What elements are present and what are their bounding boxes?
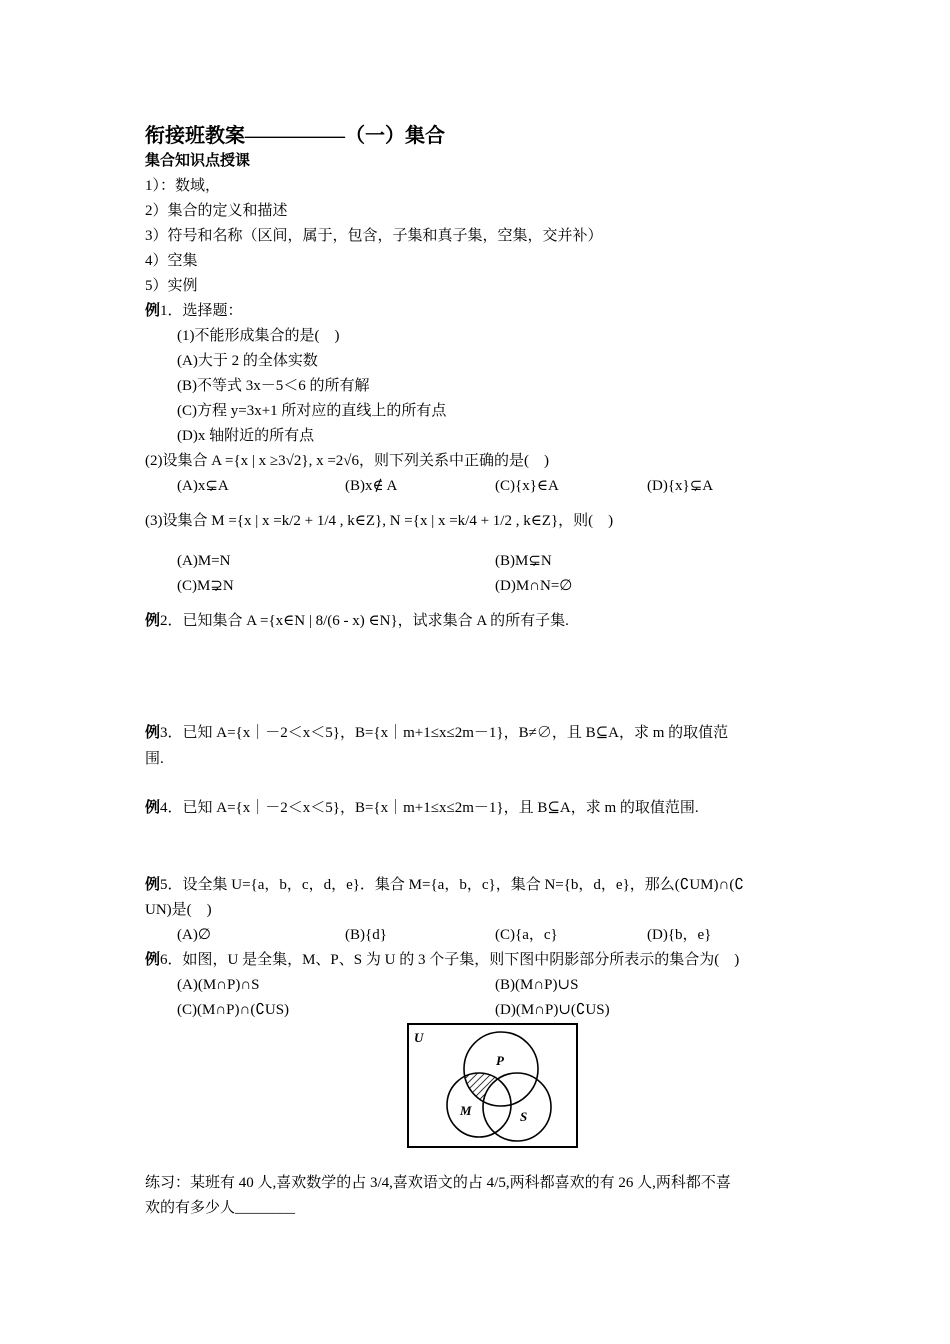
question-1: (1)不能形成集合的是( ) [177, 328, 340, 344]
section-subtitle: 集合知识点授课 [145, 153, 251, 169]
option-c: (C){a，c} [495, 927, 558, 943]
outline-item: 3）符号和名称（区间，属于，包含，子集和真子集，空集，交并补） [145, 228, 603, 244]
option-b: (B)不等式 3x－5＜6 的所有解 [177, 378, 370, 394]
option-d: (D)(M∩P)∪(∁US) [495, 1002, 610, 1018]
option-d: (D){b，e} [647, 927, 712, 943]
label-p: P [496, 1053, 504, 1068]
option-b: (B){d} [345, 927, 387, 943]
exercise-line-1: 练习：某班有 40 人,喜欢数学的占 3/4,喜欢语文的占 4/5,两科都喜欢的有 26 人,两科都不喜 [145, 1175, 731, 1191]
example-5-line-1: 例5．设全集 U={a，b，c，d，e}．集合 M={a，b，c}，集合 N={b，d，e}，那么(∁UM)∩(∁ [145, 877, 744, 893]
example-3-line-2: 围. [145, 751, 164, 767]
option-d: (D){x}⊊A [647, 478, 714, 494]
example-5-line-2: UN)是( ) [145, 902, 212, 918]
option-a: (A)M=N [177, 553, 231, 569]
exercise-line-2: 欢的有多少人________ [145, 1200, 296, 1216]
label-s: S [520, 1109, 528, 1124]
option-b: (B)M⊊N [495, 553, 552, 569]
question-3: (3)设集合 M ={x | x =k/2 + 1/4 , k∈Z}, N ={x | x =k/4 + 1/2 , k∈Z}，则( ) [145, 513, 614, 529]
option-a: (A)∅ [177, 927, 211, 943]
example-2: 例2．已知集合 A ={x∈N | 8/(6 - x) ∈N}，试求集合 A 的所有子集. [145, 613, 569, 629]
option-b: (B)x∉ A [345, 478, 398, 494]
example-3-line-1: 例3．已知 A={x｜－2＜x＜5}，B={x｜m+1≤x≤2m－1}，B≠∅，且 B⊆A，求 m 的取值范 [145, 725, 729, 741]
option-d: (D)x 轴附近的所有点 [177, 428, 315, 444]
venn-diagram [407, 1023, 579, 1149]
question-2: (2)设集合 A ={x | x ≥3√2}, x =2√6，则下列关系中正确的是( ) [145, 453, 550, 469]
option-c: (C)M⊋N [177, 578, 234, 594]
option-c: (C)方程 y=3x+1 所对应的直线上的所有点 [177, 403, 447, 419]
page-title: 衔接班教案—————（一）集合 [145, 125, 445, 147]
option-a: (A)(M∩P)∩S [177, 977, 260, 993]
outline-item: 1）：数域， [145, 178, 221, 194]
example-6: 例6．如图，U 是全集，M、P、S 为 U 的 3 个子集，则下图中阴影部分所表示的集合为( ) [145, 952, 740, 968]
option-b: (B)(M∩P)∪S [495, 977, 579, 993]
outline-item: 5）实例 [145, 278, 198, 294]
label-m: M [460, 1103, 472, 1118]
option-c: (C)(M∩P)∩(∁US) [177, 1002, 290, 1018]
label-u: U [414, 1030, 424, 1045]
outline-item: 2）集合的定义和描述 [145, 203, 288, 219]
example-4: 例4．已知 A={x｜－2＜x＜5}，B={x｜m+1≤x≤2m－1}，且 B⊆A，求 m 的取值范围. [145, 800, 699, 816]
outline-item: 4）空集 [145, 253, 198, 269]
option-a: (A)x⊊A [177, 478, 229, 494]
option-c: (C){x}∈A [495, 478, 559, 494]
example-1-heading: 例1．选择题： [145, 303, 243, 319]
circle-s [483, 1073, 551, 1141]
option-d: (D)M∩N=∅ [495, 578, 573, 594]
option-a: (A)大于 2 的全体实数 [177, 353, 318, 369]
